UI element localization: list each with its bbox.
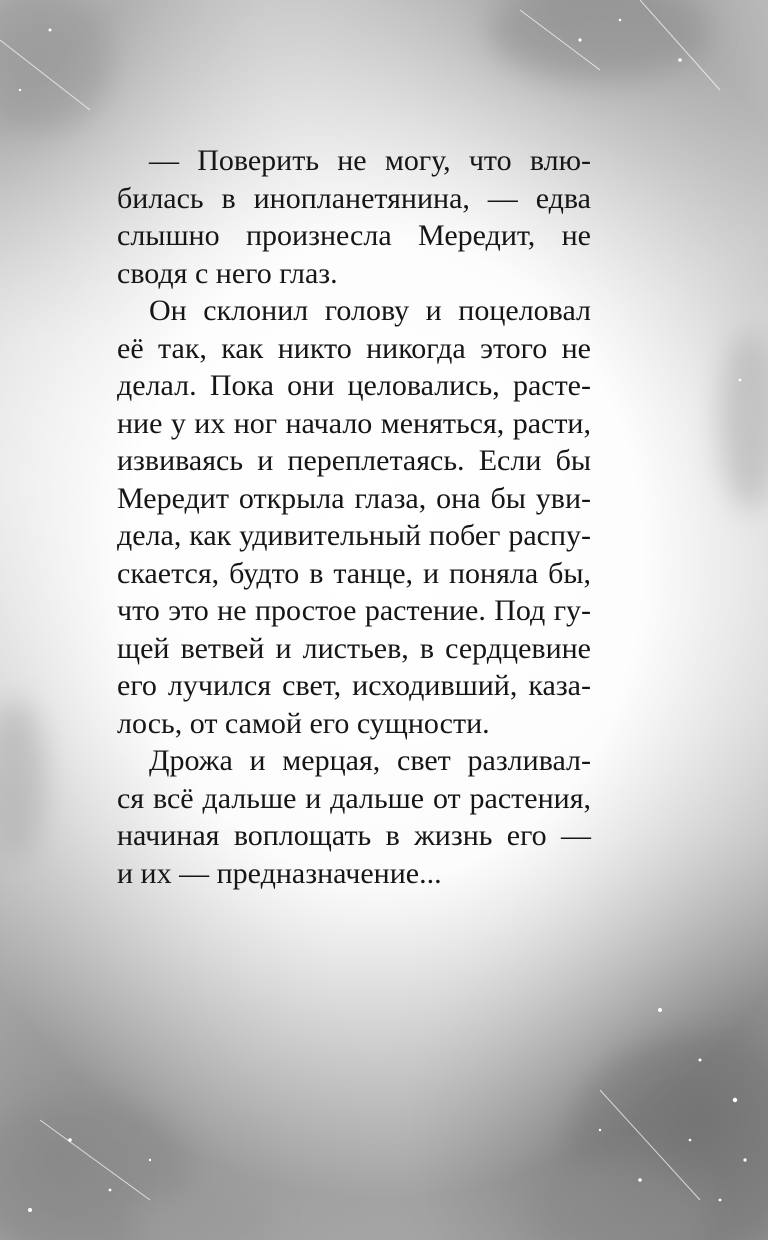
body-text (117, 142, 591, 892)
text-line: билась в инопланетянина, — едва (117, 181, 591, 215)
text-line: ся всё дальше и дальше от растения, (117, 781, 591, 815)
text-line: щей ветвей и листьев, в сердцевине (117, 631, 591, 665)
text-line: её так, как никто никогда этого не (117, 331, 591, 365)
text-line: лось, от самой его сущности. (117, 706, 490, 740)
text-line: его лучился свет, исходивший, каза- (117, 669, 591, 702)
text-line: делал. Пока они целовались, расте- (117, 369, 591, 402)
text-line: начиная воплощать в жизнь его — (117, 819, 591, 852)
text-line: Дрожа и мерцая, свет разливал- (149, 744, 591, 777)
text-line: и их — предназначение... (117, 856, 442, 890)
text-line: извиваясь и переплетаясь. Если бы (117, 444, 591, 477)
text-line: ние у их ног начало меняться, расти, (117, 406, 591, 440)
text-line: дела, как удивительный побег распу- (117, 519, 591, 552)
text-line: Мередит открыла глаза, она бы уви- (117, 481, 591, 515)
text-line: что это не простое растение. Под гу- (117, 594, 591, 627)
text-line: слышно произнесла Мередит, не (117, 219, 591, 252)
text-line: Он склонил голову и поцеловал (149, 294, 591, 327)
text-line: — Поверить не могу, что влю- (149, 144, 591, 177)
text-line: скается, будто в танце, и поняла бы, (117, 556, 591, 590)
text-line: сводя с него глаз. (117, 256, 338, 290)
